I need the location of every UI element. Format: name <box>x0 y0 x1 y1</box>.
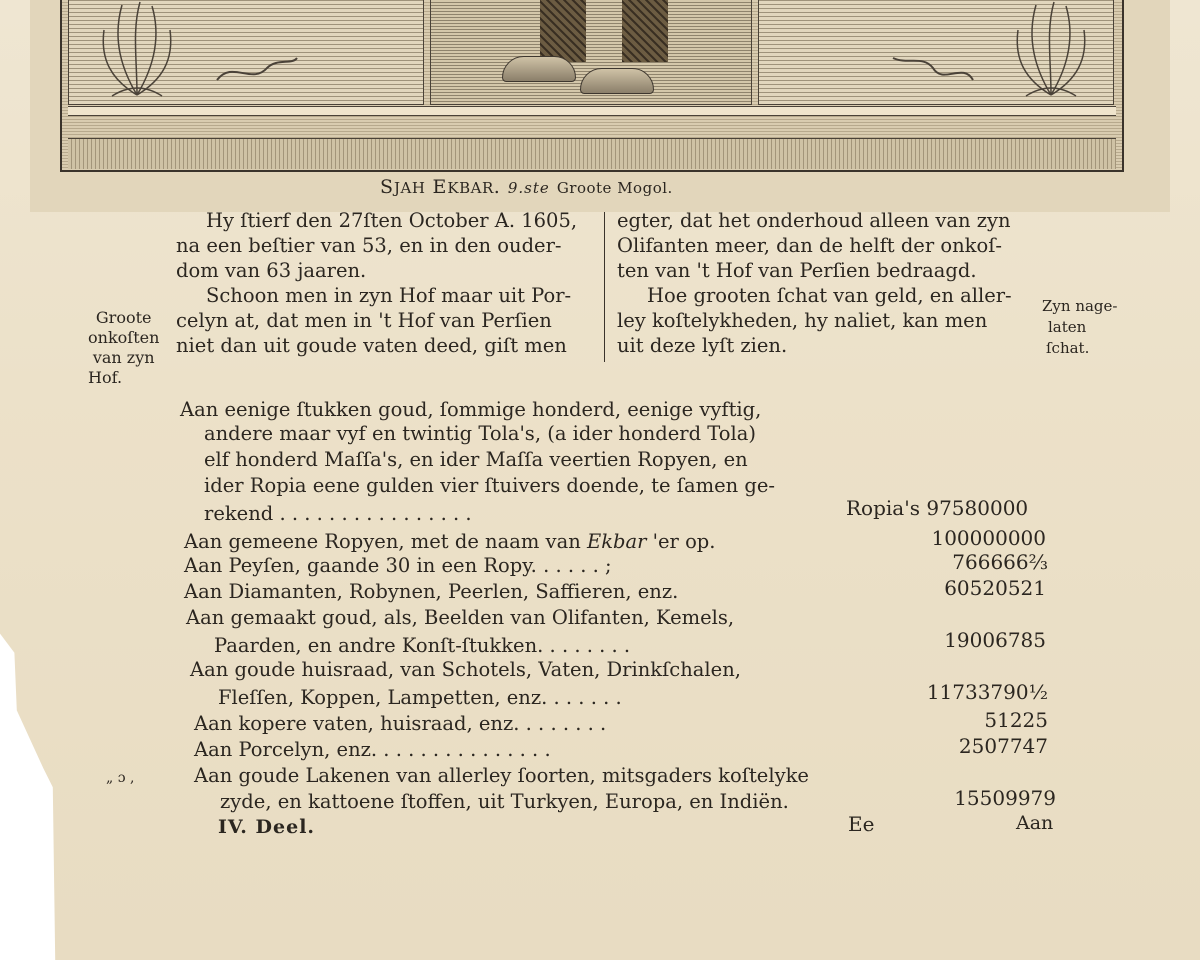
inventory-text: Aan gemeene Ropyen, met de naam van <box>184 530 587 553</box>
value-unit: Ropia's <box>846 496 920 520</box>
margin-line: laten <box>1048 318 1087 336</box>
volume-footer: IV. Deel. <box>218 816 316 838</box>
catchword: Aan <box>1016 812 1054 834</box>
text-line: Olifanten meer, dan de helft der onkoſ- <box>617 234 1003 257</box>
inventory-line: andere maar vyf en twintig Tola's, (a ider honderd Tola) <box>204 422 757 445</box>
text-line: ten van 't Hof van Perſien bedraagd. <box>617 259 977 282</box>
caption-period: . <box>493 176 501 198</box>
caption-title: Groote Mogol. <box>556 179 673 197</box>
inventory-value: 51225 <box>984 708 1048 732</box>
stray-ink-mark: „ ɔ , <box>106 770 135 786</box>
text-line: niet dan uit goude vaten deed, giſt men <box>176 334 567 357</box>
inventory-line: Aan kopere vaten, huisraad, enz. . . . . . . . <box>194 712 607 735</box>
inventory-line: Aan Peyſen, gaande 30 in een Ropy. . . . . . ; <box>184 554 612 577</box>
text-line: egter, dat het onderhoud alleen van zyn <box>617 209 1011 232</box>
inventory-value: 766666⅔ <box>952 550 1048 574</box>
margin-line: onkoſten <box>88 328 160 347</box>
caption-initial: S <box>380 176 395 198</box>
value-number: 97580000 <box>926 496 1029 520</box>
text-line: ley koſtelykheden, hy naliet, kan men <box>617 309 988 332</box>
text-line: Hy ſtierf den 27ſten October A. 1605, <box>206 209 578 232</box>
text-line: Schoon men in zyn Hof maar uit Por- <box>206 284 572 307</box>
caption-name-part-2: KBAR <box>447 179 494 197</box>
inventory-text: 'er op. <box>646 530 716 553</box>
caption-ordinal: 9.ste <box>507 179 550 197</box>
inventory-value <box>846 496 1028 520</box>
inventory-value: 100000000 <box>931 526 1046 550</box>
inventory-name: Ekbar <box>586 530 647 553</box>
inventory-line: Aan gemaakt goud, als, Beelden van Olifanten, Kemels, <box>186 606 735 629</box>
inventory-line: Fleſſen, Koppen, Lampetten, enz. . . . . . . <box>218 686 622 709</box>
inventory-value: 2507747 <box>958 734 1048 758</box>
inventory-line: Aan Diamanten, Robynen, Peerlen, Saffieren, enz. <box>184 580 679 603</box>
margin-line: Hof. <box>88 368 123 387</box>
text-line: dom van 63 jaaren. <box>176 259 367 282</box>
inventory-line: Paarden, en andre Konſt-ſtukken. . . . . . . . <box>214 634 631 657</box>
inventory-value: 15509979 <box>954 786 1056 810</box>
inventory-line: zyde, en kattoene ſtoffen, uit Turkyen, Europa, en Indiën. <box>220 790 789 813</box>
inventory-line: Aan eenige ſtukken goud, ſommige honderd, eenige vyftig, <box>180 398 762 421</box>
inventory-line: Aan goude Lakenen van allerley ſoorten, mitsgaders koſtelyke <box>194 764 809 787</box>
inventory-value: 11733790½ <box>926 680 1048 704</box>
text-line: Hoe grooten ſchat van geld, en aller- <box>647 284 1012 307</box>
text-line: na een beſtier van 53, en in den ouder- <box>176 234 562 257</box>
caption-initial-2: E <box>432 176 448 198</box>
inventory-line: Aan goude huisraad, van Schotels, Vaten, Drinkſchalen, <box>190 658 741 681</box>
inventory-line: ider Ropia eene gulden vier ſtuivers doende, te ſamen ge- <box>204 474 775 497</box>
inventory-line: Aan Porcelyn, enz. . . . . . . . . . . . . . . <box>194 738 551 761</box>
margin-line: ſchat. <box>1046 339 1090 357</box>
text-line: celyn at, dat men in 't Hof van Perſien <box>176 309 552 332</box>
signature-mark: Ee <box>848 812 875 836</box>
margin-line: Groote <box>95 308 152 327</box>
inventory-value: 19006785 <box>944 628 1046 652</box>
text-line: uit deze lyſt zien. <box>617 334 788 357</box>
inventory-line <box>184 530 716 554</box>
inventory-line: rekend . . . . . . . . . . . . . . . . <box>204 502 472 525</box>
margin-line: van zyn <box>92 348 155 367</box>
caption-name-part: JAH <box>394 179 426 197</box>
margin-line: Zyn nage- <box>1042 297 1118 315</box>
inventory-line: elf honderd Maſſa's, en ider Maſſa veertien Ropyen, en <box>204 448 748 471</box>
inventory-value: 60520521 <box>944 576 1046 600</box>
